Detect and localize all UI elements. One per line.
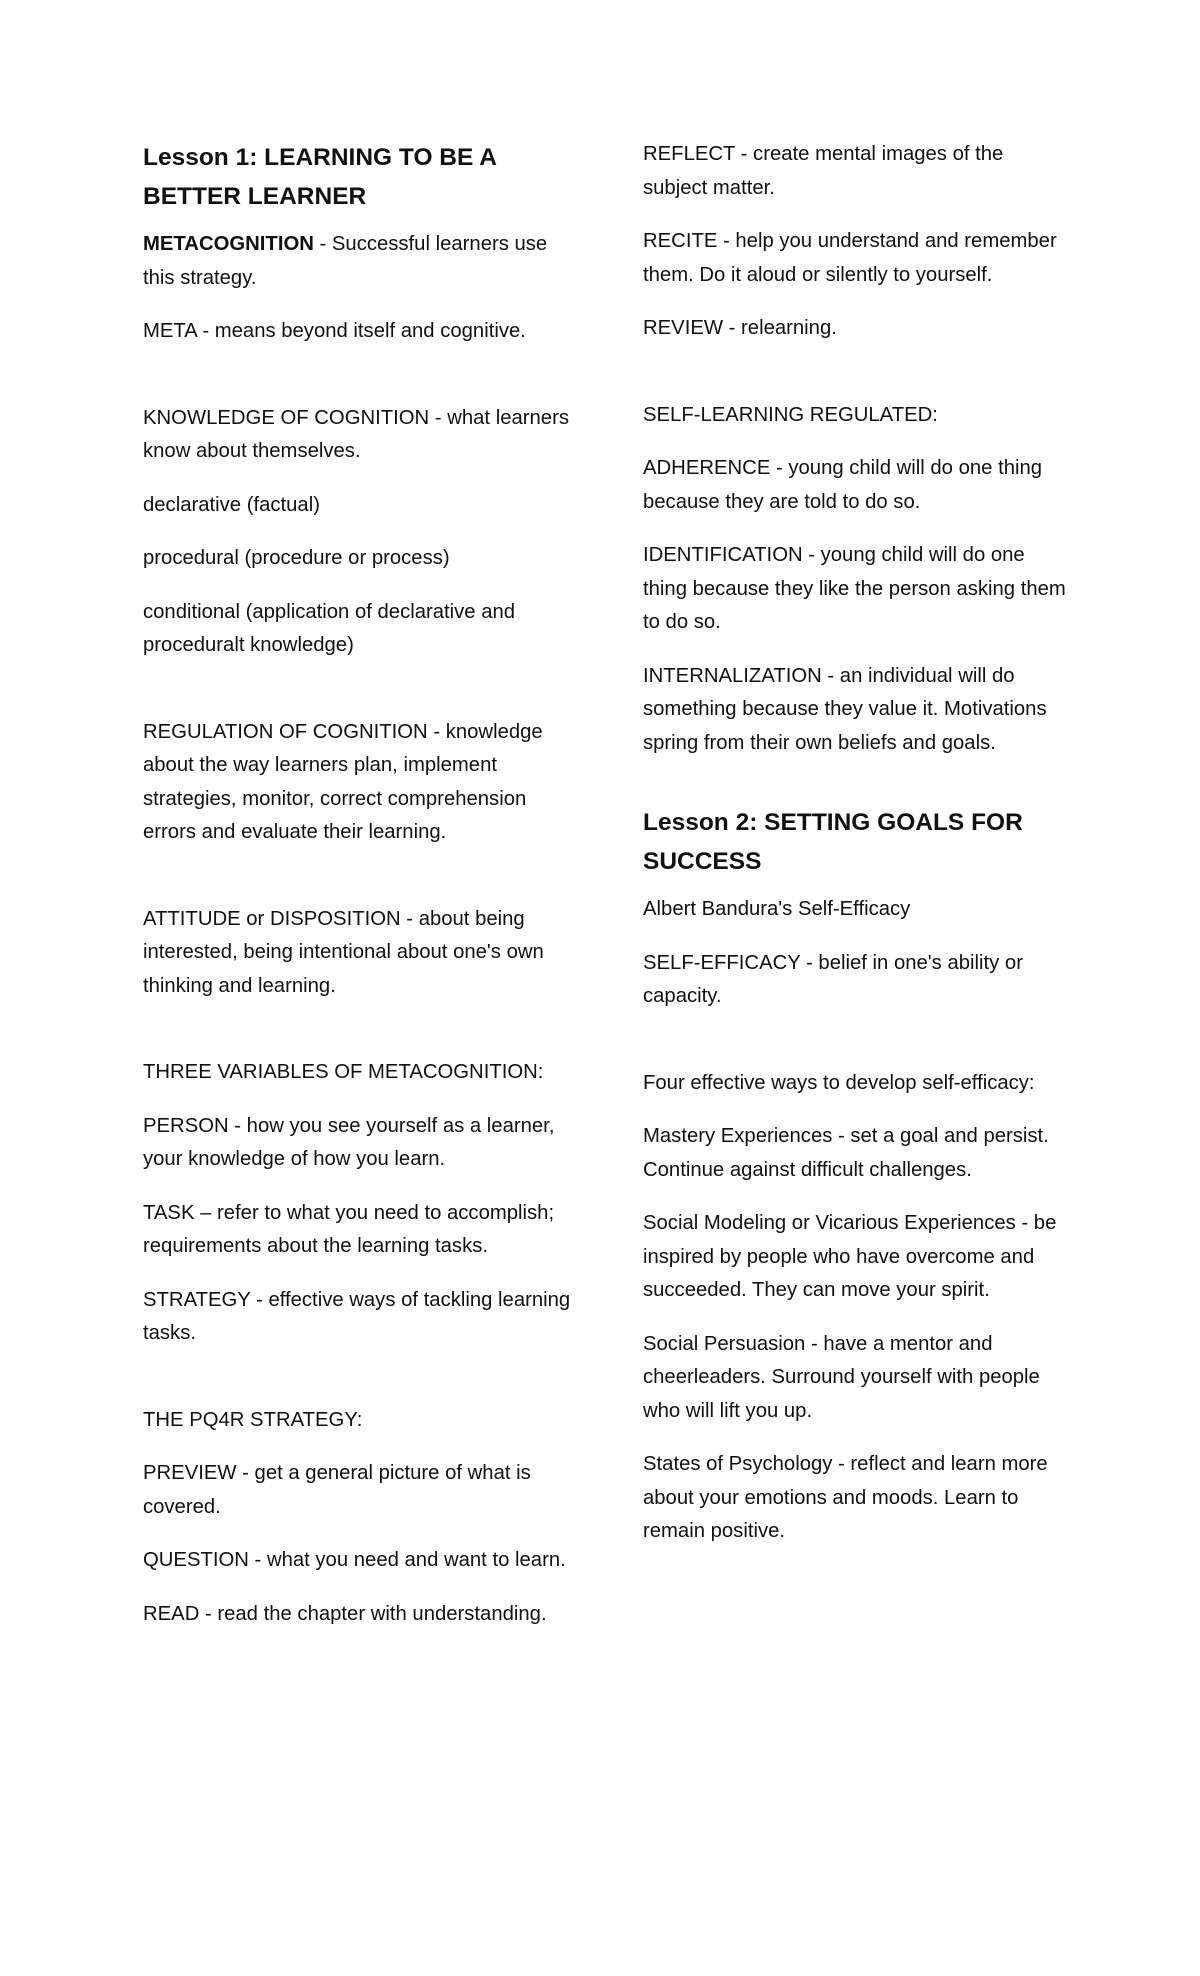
three-variables-heading: THREE VARIABLES OF METACOGNITION: <box>143 1061 544 1083</box>
recite-paragraph: RECITE - help you understand and remember them. Do it aloud or silently to yourself. <box>643 230 1057 286</box>
identification-paragraph: IDENTIFICATION - young child will do one thing because they like the person asking them to do so. <box>643 544 1066 633</box>
metacognition-definition: - Successful learners use this strategy. <box>143 233 548 289</box>
social-modeling-paragraph: Social Modeling or Vicarious Experiences - be inspired by people who have overcome and succeeded. They can move your spirit. <box>643 1212 1057 1301</box>
lesson2-title: Lesson 2: SETTING GOALS FOR SUCCESS <box>643 809 1023 875</box>
self-efficacy-paragraph: SELF-EFFICACY - belief in one's ability or capacity. <box>643 951 1023 1007</box>
meta-paragraph: META - means beyond itself and cognitive. <box>143 320 526 342</box>
pq4r-heading: THE PQ4R STRATEGY: <box>143 1408 363 1431</box>
right-column <box>643 138 1073 1569</box>
metacognition-term: METACOGNITION <box>143 233 314 255</box>
lesson1-title: Lesson 1: LEARNING TO BE A BETTER LEARNER <box>143 144 497 210</box>
metacognition-paragraph <box>143 228 573 295</box>
question-paragraph: QUESTION - what you need and want to learn. <box>143 1549 566 1571</box>
knowledge-of-cognition-paragraph: KNOWLEDGE OF COGNITION - what learners know about themselves. <box>143 406 569 462</box>
review-paragraph: REVIEW - relearning. <box>643 317 837 339</box>
mastery-paragraph: Mastery Experiences - set a goal and persist. Continue against difficult challenges. <box>643 1125 1049 1181</box>
regulation-of-cognition-paragraph: REGULATION OF COGNITION - knowledge about the way learners plan, implement strategies, monitor, correct comprehension errors and evaluate their learning. <box>143 720 543 843</box>
internalization-paragraph: INTERNALIZATION - an individual will do something because they value it. Motivations spring from their own beliefs and goals. <box>643 664 1047 754</box>
states-of-psychology-paragraph: States of Psychology - reflect and learn more about your emotions and moods. Learn to remain positive. <box>643 1453 1048 1542</box>
declarative-paragraph: declarative (factual) <box>143 493 320 516</box>
preview-paragraph: PREVIEW - get a general picture of what is covered. <box>143 1462 531 1518</box>
bandura-paragraph: Albert Bandura's Self-Efficacy <box>643 898 911 920</box>
conditional-paragraph: conditional (application of declarative and proceduralt knowledge) <box>143 600 516 656</box>
social-persuasion-paragraph: Social Persuasion - have a mentor and cheerleaders. Surround yourself with people who will lift you up. <box>643 1332 1040 1422</box>
task-paragraph: TASK – refer to what you need to accomplish; requirements about the learning tasks. <box>143 1201 555 1257</box>
attitude-paragraph: ATTITUDE or DISPOSITION - about being interested, being intentional about one's own thinking and learning. <box>143 907 544 997</box>
self-learning-regulated-heading: SELF-LEARNING REGULATED: <box>643 403 938 426</box>
procedural-paragraph: procedural (procedure or process) <box>143 547 450 569</box>
left-column <box>143 138 573 1651</box>
strategy-paragraph: STRATEGY - effective ways of tackling learning tasks. <box>143 1288 571 1344</box>
person-paragraph: PERSON - how you see yourself as a learner, your knowledge of how you learn. <box>143 1114 555 1170</box>
four-ways-heading: Four effective ways to develop self-efficacy: <box>643 1071 1035 1094</box>
reflect-paragraph: REFLECT - create mental images of the subject matter. <box>643 143 1004 199</box>
read-paragraph: READ - read the chapter with understanding. <box>143 1602 547 1625</box>
adherence-paragraph: ADHERENCE - young child will do one thing because they are told to do so. <box>643 457 1043 513</box>
